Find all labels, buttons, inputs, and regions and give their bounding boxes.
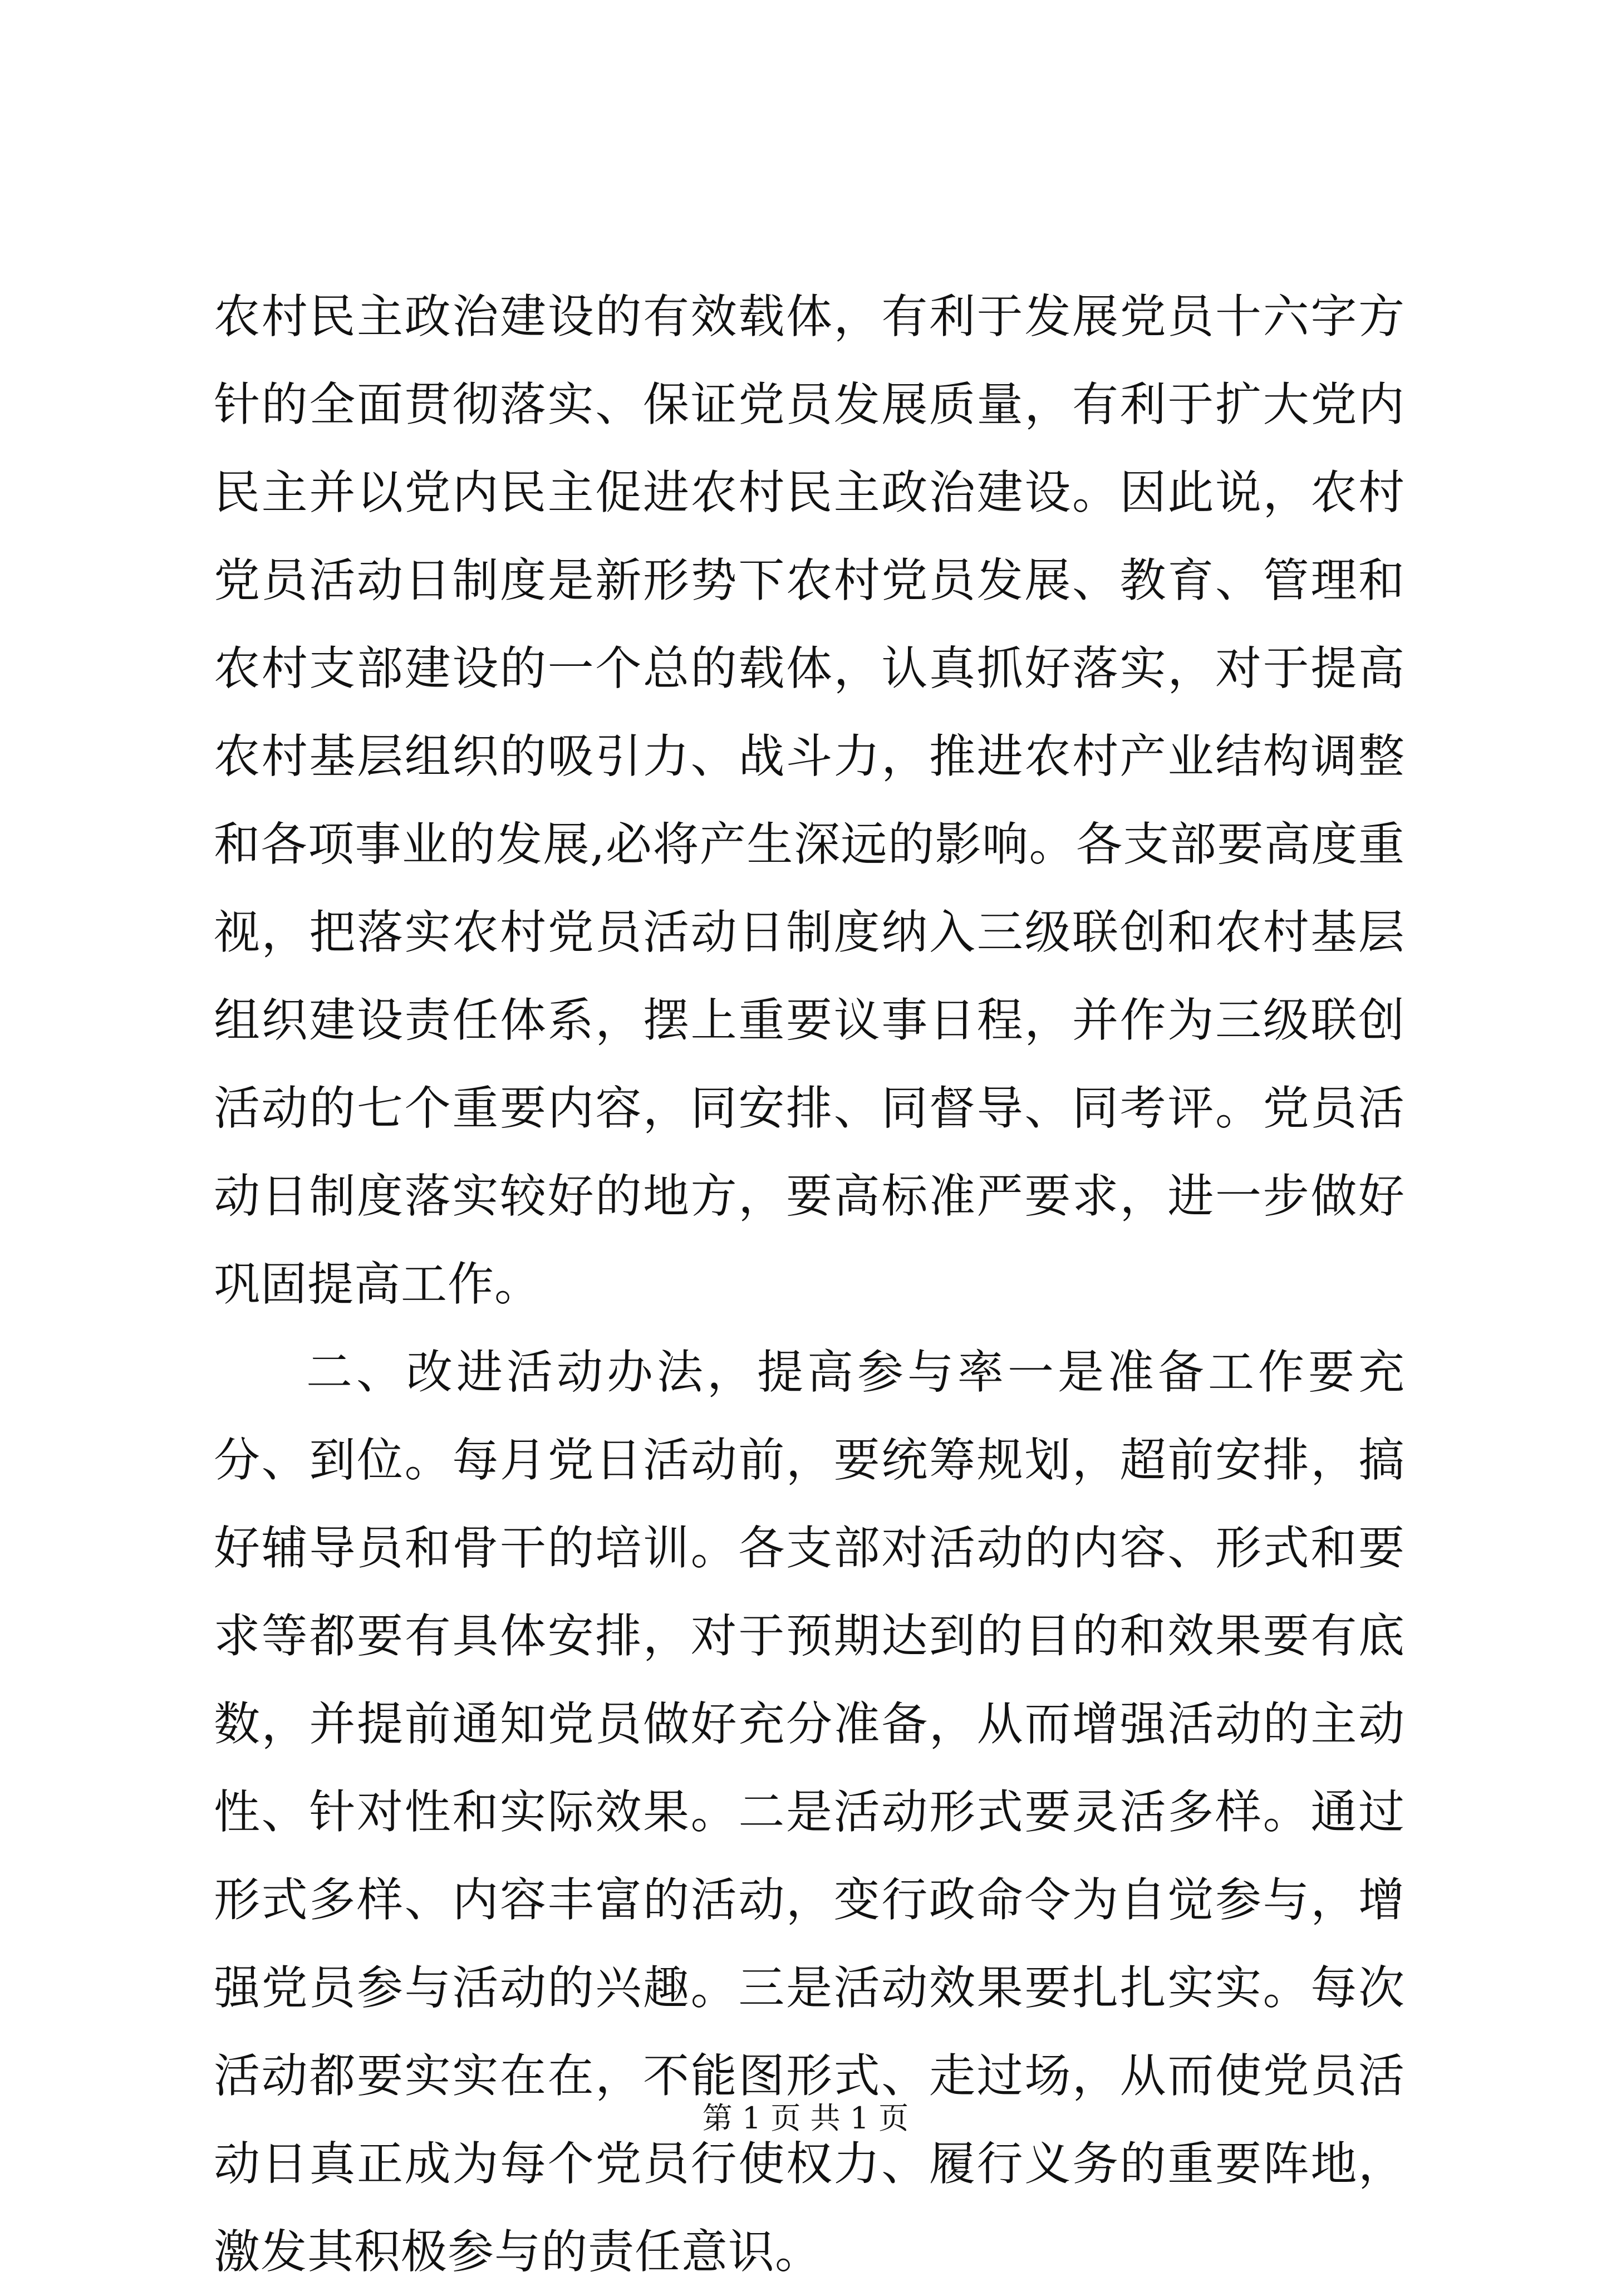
paragraph-continuation: 农村民主政治建设的有效载体，有利于发展党员十六字方针的全面贯彻落实、保证党员发展质量，有利于扩大党内民主并以党内民主促进农村民主政治建设。因此说，农村党员活动日制度是新形势下农村党员发展、教育、管理和农村支部建设的一个总的载体，认真抓好落实，对于提高农村基层组织的吸引力、战斗力，推进农村产业结构调整和各项事业的发展,必将产生深远的影响。各支部要高度重视，把落实农村党员活动日制度纳入三级联创和农村基层组织建设责任体系，摆上重要议事日程，并作为三级联创活动的七个重要内容，同安排、同督导、同考评。党员活动日制度落实较好的地方，要高标准严要求，进一步做好巩固提高工作。 <box>214 290 1405 1311</box>
page-footer: 第 1 页 共 1 页 <box>702 2101 909 2136</box>
document-body <box>214 273 1405 2296</box>
paragraph-section-two: 二、改进活动办法，提高参与率一是准备工作要充分、到位。每月党日活动前，要统筹规划，超前安排，搞好辅导员和骨干的培训。各支部对活动的内容、形式和要求等都要有具体安排，对于预期达到的目的和效果要有底数，并提前通知党员做好充分准备，从而增强活动的主动性、针对性和实际效果。二是活动形式要灵活多样。通过形式多样、内容丰富的活动，变行政命令为自觉参与，增强党员参与活动的兴趣。三是活动效果要扎扎实实。每次活动都要实实在在，不能图形式、走过场，从而使党员活动日真正成为每个党员行使权力、履行义务的重要阵地，激发其积极参与的责任意识。 <box>214 1345 1405 2279</box>
